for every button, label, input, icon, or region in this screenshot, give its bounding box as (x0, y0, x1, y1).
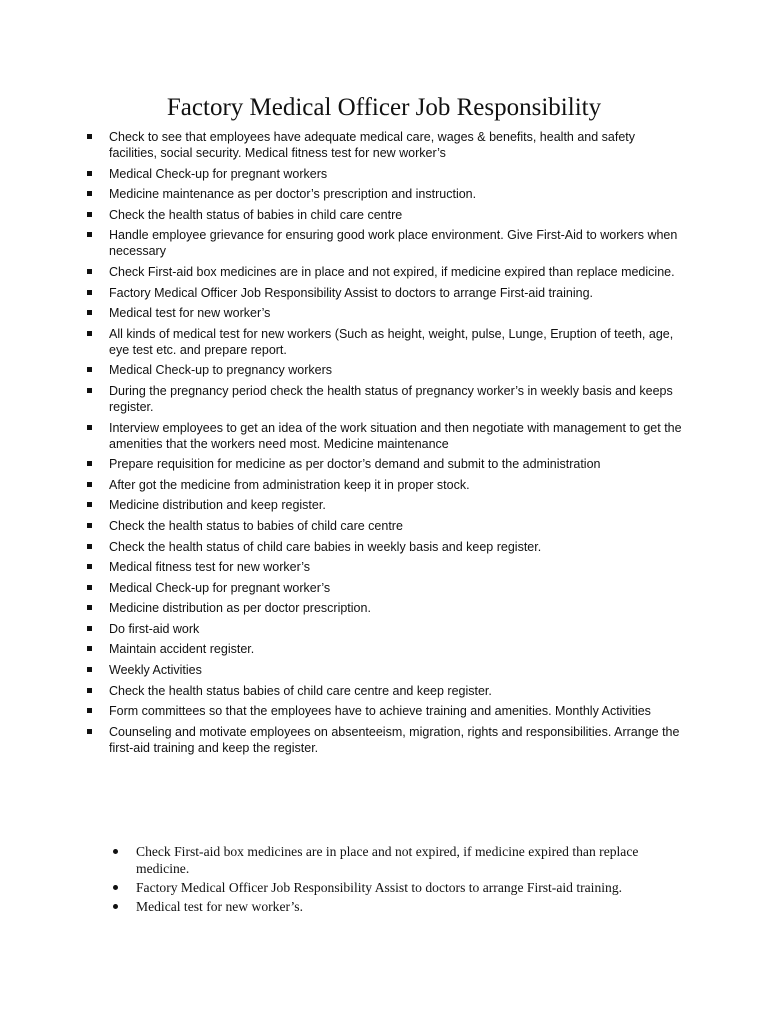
round-bullet-icon (113, 885, 118, 890)
list-item-text: Medical fitness test for new worker’s (109, 560, 311, 575)
square-bullet-icon (87, 310, 92, 315)
list-item-text: Interview employees to get an idea of the work situation and then negotiate with management to get the amenities that the workers need most. Medicine maintenance (109, 420, 682, 451)
list-item-text: Check to see that employees have adequate medical care, wages & benefits, health and safety facilities, social security. Medical fitness test for new worker’s (109, 130, 636, 160)
list-item (84, 518, 684, 534)
list-item-text: Check the health status to babies of child care centre (109, 518, 403, 533)
square-bullet-icon (87, 667, 92, 672)
list-item-text: Factory Medical Officer Job Responsibility Assist to doctors to arrange First-aid training. (109, 285, 593, 300)
page-title: Factory Medical Officer Job Responsibility (166, 94, 602, 121)
square-bullet-icon (87, 331, 92, 336)
list-item-text: Weekly Activities (109, 663, 202, 678)
square-bullet-icon (87, 605, 92, 610)
list-item-text: During the pregnancy period check the health status of pregnancy worker’s in weekly basis and keeps register. (109, 383, 673, 414)
square-bullet-icon (87, 425, 92, 430)
square-bullet-icon (87, 646, 92, 651)
list-item-text: Check the health status babies of child care centre and keep register. (109, 683, 492, 698)
square-bullet-icon (87, 212, 92, 217)
list-item-text: Factory Medical Officer Job Responsibility Assist to doctors to arrange First-aid training. (136, 880, 623, 895)
list-item (84, 227, 684, 259)
list-item (84, 703, 684, 719)
list-item (84, 207, 684, 223)
list-item-text: Check First-aid box medicines are in place and not expired, if medicine expired than replace medicine. (136, 844, 639, 876)
square-bullet-icon (87, 191, 92, 196)
list-item (84, 362, 684, 378)
list-item-text: All kinds of medical test for new workers (Such as height, weight, pulse, Lunge, Eruption of teeth, age, eye test etc. and prepare report. (109, 326, 674, 357)
list-item-text: Check the health status of child care babies in weekly basis and keep register. (109, 539, 542, 554)
square-bullet-icon (87, 134, 92, 139)
list-item (84, 539, 684, 555)
square-bullet-icon (87, 523, 92, 528)
square-bullet-icon (87, 171, 92, 176)
square-bullet-icon (87, 729, 92, 734)
list-item-text: Maintain accident register. (109, 642, 255, 657)
responsibility-list (84, 129, 684, 760)
list-item (84, 662, 684, 678)
list-item (84, 497, 684, 513)
list-item-text: Counseling and motivate employees on absenteeism, migration, rights and responsibilities. Arrange the first-aid training and keep the register. (109, 724, 680, 755)
additional-list (109, 843, 689, 917)
square-bullet-icon (87, 585, 92, 590)
round-bullet-icon (113, 849, 118, 854)
list-item (84, 186, 684, 202)
list-item-text: Prepare requisition for medicine as per doctor’s demand and submit to the administration (109, 457, 601, 472)
list-item-text: Handle employee grievance for ensuring good work place environment. Give First-Aid to workers when necessary (109, 228, 678, 259)
list-item-text: Form committees so that the employees have to achieve training and amenities. Monthly Activities (109, 704, 651, 719)
list-item-text: Medical Check-up to pregnancy workers (109, 363, 333, 378)
list-item (84, 559, 684, 575)
list-item (84, 129, 684, 161)
square-bullet-icon (87, 626, 92, 631)
list-item (84, 326, 684, 358)
list-item (84, 264, 684, 280)
list-item (84, 420, 684, 452)
list-item (84, 641, 684, 657)
list-item-text: Medical test for new worker’s (109, 306, 271, 321)
list-item (84, 383, 684, 415)
list-item-text: Check First-aid box medicines are in place and not expired, if medicine expired than replace medicine. (109, 264, 675, 279)
list-item (84, 166, 684, 182)
list-item (109, 879, 689, 896)
square-bullet-icon (87, 708, 92, 713)
list-item-text: Medical test for new worker’s. (136, 899, 303, 914)
list-item (84, 285, 684, 301)
list-item (84, 621, 684, 637)
list-item (84, 305, 684, 321)
list-item (84, 580, 684, 596)
square-bullet-icon (87, 290, 92, 295)
square-bullet-icon (87, 688, 92, 693)
list-item (84, 456, 684, 472)
square-bullet-icon (87, 388, 92, 393)
square-bullet-icon (87, 232, 92, 237)
list-item-text: Medicine distribution and keep register. (109, 498, 326, 513)
list-item-text: Medicine maintenance as per doctor’s prescription and instruction. (109, 187, 477, 202)
list-item-text: Medical Check-up for pregnant worker’s (109, 580, 331, 595)
list-item (109, 898, 689, 915)
list-item (84, 477, 684, 493)
list-item (84, 724, 684, 756)
list-item-text: Medicine distribution as per doctor prescription. (109, 601, 371, 616)
square-bullet-icon (87, 502, 92, 507)
list-item-text: Do first-aid work (109, 621, 200, 636)
list-item-text: Medical Check-up for pregnant workers (109, 166, 328, 181)
list-item (109, 843, 689, 877)
square-bullet-icon (87, 482, 92, 487)
square-bullet-icon (87, 544, 92, 549)
round-bullet-icon (113, 904, 118, 909)
list-item (84, 600, 684, 616)
square-bullet-icon (87, 367, 92, 372)
list-item-text: After got the medicine from administration keep it in proper stock. (109, 477, 470, 492)
list-item (84, 683, 684, 699)
square-bullet-icon (87, 269, 92, 274)
list-item-text: Check the health status of babies in child care centre (109, 207, 403, 222)
square-bullet-icon (87, 564, 92, 569)
square-bullet-icon (87, 461, 92, 466)
